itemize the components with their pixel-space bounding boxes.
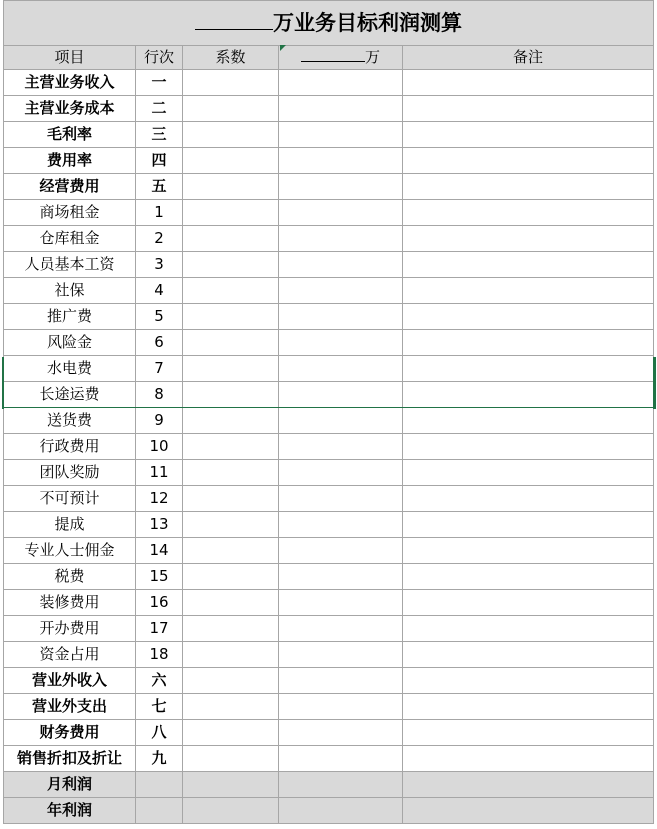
coef-cell[interactable] (183, 746, 279, 772)
table-row (4, 226, 654, 252)
row-item-cell[interactable]: 主营业务成本 (4, 96, 136, 122)
row-item-cell[interactable]: 提成 (4, 512, 136, 538)
row-number-cell[interactable]: 八 (136, 720, 183, 746)
row-item-cell[interactable]: 销售折扣及折让 (4, 746, 136, 772)
footer-amount-cell[interactable] (279, 798, 403, 824)
table-row (4, 564, 654, 590)
amount-cell[interactable] (279, 590, 403, 616)
footer-row-number-cell[interactable] (136, 798, 183, 824)
row-number-cell[interactable]: 四 (136, 148, 183, 174)
header-note[interactable]: 备注 (403, 46, 654, 70)
row-number-cell[interactable]: 4 (136, 278, 183, 304)
row-number-cell[interactable]: 10 (136, 434, 183, 460)
amount-cell[interactable] (279, 96, 403, 122)
note-cell[interactable] (403, 434, 654, 460)
amount-cell[interactable] (279, 122, 403, 148)
row-number-cell[interactable]: 5 (136, 304, 183, 330)
row-number-cell[interactable]: 15 (136, 564, 183, 590)
table-row (4, 460, 654, 486)
row-item-cell[interactable]: 推广费 (4, 304, 136, 330)
note-cell[interactable] (403, 226, 654, 252)
footer-item-cell[interactable]: 年利润 (4, 798, 136, 824)
note-cell[interactable] (403, 720, 654, 746)
note-cell[interactable] (403, 590, 654, 616)
row-item-cell[interactable]: 社保 (4, 278, 136, 304)
table-row (4, 278, 654, 304)
coef-cell[interactable] (183, 564, 279, 590)
table-row (4, 330, 654, 356)
row-number-cell[interactable]: 七 (136, 694, 183, 720)
table-row (4, 720, 654, 746)
coef-cell[interactable] (183, 538, 279, 564)
table-row (4, 356, 654, 382)
header-item[interactable]: 项目 (4, 46, 136, 70)
amount-cell[interactable] (279, 746, 403, 772)
amount-cell[interactable] (279, 200, 403, 226)
coef-cell[interactable] (183, 330, 279, 356)
coef-cell[interactable] (183, 642, 279, 668)
row-item-cell[interactable]: 财务费用 (4, 720, 136, 746)
coef-cell[interactable] (183, 668, 279, 694)
row-number-cell[interactable]: 12 (136, 486, 183, 512)
sheet-body (4, 1, 654, 824)
coef-cell[interactable] (183, 122, 279, 148)
table-row (4, 304, 654, 330)
coef-cell[interactable] (183, 382, 279, 408)
footer-coef-cell[interactable] (183, 772, 279, 798)
note-cell[interactable] (403, 746, 654, 772)
row-number-cell[interactable]: 九 (136, 746, 183, 772)
table-row (4, 642, 654, 668)
row-item-cell[interactable]: 行政费用 (4, 434, 136, 460)
row-item-cell[interactable]: 长途运费 (4, 382, 136, 408)
coef-cell[interactable] (183, 304, 279, 330)
note-cell[interactable] (403, 356, 654, 382)
row-item-cell[interactable]: 仓库租金 (4, 226, 136, 252)
row-number-cell[interactable]: 11 (136, 460, 183, 486)
selection-edge-left (2, 357, 4, 409)
row-number-cell[interactable]: 五 (136, 174, 183, 200)
table-row (4, 538, 654, 564)
header-amount-unit: 万 (364, 48, 380, 66)
amount-cell[interactable] (279, 642, 403, 668)
table-row (4, 70, 654, 96)
coef-cell[interactable] (183, 226, 279, 252)
coef-cell[interactable] (183, 96, 279, 122)
table-row (4, 408, 654, 434)
table-row (4, 200, 654, 226)
row-item-cell[interactable]: 主营业务收入 (4, 70, 136, 96)
coef-cell[interactable] (183, 616, 279, 642)
row-item-cell[interactable]: 装修费用 (4, 590, 136, 616)
note-cell[interactable] (403, 642, 654, 668)
row-item-cell[interactable]: 开办费用 (4, 616, 136, 642)
amount-cell[interactable] (279, 486, 403, 512)
row-item-cell[interactable]: 资金占用 (4, 642, 136, 668)
footer-row (4, 772, 654, 798)
row-item-cell[interactable]: 营业外支出 (4, 694, 136, 720)
row-number-cell[interactable]: 16 (136, 590, 183, 616)
row-item-cell[interactable]: 专业人士佣金 (4, 538, 136, 564)
coef-cell[interactable] (183, 278, 279, 304)
amount-cell[interactable] (279, 694, 403, 720)
amount-cell[interactable] (279, 408, 403, 434)
row-item-cell[interactable]: 经营费用 (4, 174, 136, 200)
row-number-cell[interactable]: 14 (136, 538, 183, 564)
note-cell[interactable] (403, 122, 654, 148)
row-item-cell[interactable]: 水电费 (4, 356, 136, 382)
row-item-cell[interactable]: 风险金 (4, 330, 136, 356)
sheet-title: 万业务目标利润测算 (273, 11, 463, 35)
coef-cell[interactable] (183, 200, 279, 226)
table-row (4, 122, 654, 148)
header-amount[interactable] (279, 46, 403, 70)
amount-cell[interactable] (279, 668, 403, 694)
note-cell[interactable] (403, 330, 654, 356)
note-cell[interactable] (403, 408, 654, 434)
amount-cell[interactable] (279, 512, 403, 538)
row-number-cell[interactable]: 8 (136, 382, 183, 408)
row-item-cell[interactable]: 营业外收入 (4, 668, 136, 694)
selection-edge-right (653, 357, 656, 409)
footer-row (4, 798, 654, 824)
amount-cell[interactable] (279, 304, 403, 330)
coef-cell[interactable] (183, 148, 279, 174)
note-cell[interactable] (403, 460, 654, 486)
table-row (4, 746, 654, 772)
table-row (4, 486, 654, 512)
row-number-cell[interactable]: 9 (136, 408, 183, 434)
table-row (4, 382, 654, 408)
amount-cell[interactable] (279, 70, 403, 96)
row-number-cell[interactable]: 6 (136, 330, 183, 356)
note-cell[interactable] (403, 148, 654, 174)
row-number-cell[interactable]: 7 (136, 356, 183, 382)
note-cell[interactable] (403, 512, 654, 538)
amount-cell[interactable] (279, 434, 403, 460)
note-cell[interactable] (403, 616, 654, 642)
coef-cell[interactable] (183, 174, 279, 200)
spreadsheet-grid (3, 0, 654, 824)
amount-cell[interactable] (279, 252, 403, 278)
coef-cell[interactable] (183, 460, 279, 486)
note-cell[interactable] (403, 174, 654, 200)
row-number-cell[interactable]: 六 (136, 668, 183, 694)
note-cell[interactable] (403, 382, 654, 408)
row-item-cell[interactable]: 税费 (4, 564, 136, 590)
amount-cell[interactable] (279, 616, 403, 642)
note-cell[interactable] (403, 564, 654, 590)
row-number-cell[interactable]: 1 (136, 200, 183, 226)
note-cell[interactable] (403, 70, 654, 96)
note-cell[interactable] (403, 304, 654, 330)
note-cell[interactable] (403, 694, 654, 720)
row-number-cell[interactable]: 13 (136, 512, 183, 538)
footer-row-number-cell[interactable] (136, 772, 183, 798)
cell-comment-marker (280, 45, 286, 51)
note-cell[interactable] (403, 538, 654, 564)
coef-cell[interactable] (183, 694, 279, 720)
table-row (4, 616, 654, 642)
coef-cell[interactable] (183, 252, 279, 278)
header-row-no[interactable]: 行次 (136, 46, 183, 70)
table-row (4, 252, 654, 278)
row-number-cell[interactable]: 二 (136, 96, 183, 122)
row-item-cell[interactable]: 毛利率 (4, 122, 136, 148)
title-cell[interactable] (4, 1, 654, 46)
amount-cell[interactable] (279, 460, 403, 486)
row-number-cell[interactable]: 17 (136, 616, 183, 642)
coef-cell[interactable] (183, 720, 279, 746)
row-item-cell[interactable]: 不可预计 (4, 486, 136, 512)
amount-cell[interactable] (279, 278, 403, 304)
row-item-cell[interactable]: 送货费 (4, 408, 136, 434)
table-row (4, 512, 654, 538)
footer-amount-cell[interactable] (279, 772, 403, 798)
note-cell[interactable] (403, 252, 654, 278)
table-row (4, 148, 654, 174)
table-row (4, 668, 654, 694)
amount-cell[interactable] (279, 174, 403, 200)
row-number-cell[interactable]: 2 (136, 226, 183, 252)
row-item-cell[interactable]: 人员基本工资 (4, 252, 136, 278)
row-number-cell[interactable]: 三 (136, 122, 183, 148)
coef-cell[interactable] (183, 590, 279, 616)
row-number-cell[interactable]: 18 (136, 642, 183, 668)
row-item-cell[interactable]: 商场租金 (4, 200, 136, 226)
table-row (4, 174, 654, 200)
table-row (4, 590, 654, 616)
amount-blank-underline (301, 47, 365, 62)
footer-coef-cell[interactable] (183, 798, 279, 824)
coef-cell[interactable] (183, 486, 279, 512)
title-blank-underline (195, 9, 273, 30)
row-item-cell[interactable]: 团队奖励 (4, 460, 136, 486)
note-cell[interactable] (403, 200, 654, 226)
note-cell[interactable] (403, 668, 654, 694)
footer-note-cell[interactable] (403, 772, 654, 798)
footer-note-cell[interactable] (403, 798, 654, 824)
amount-cell[interactable] (279, 382, 403, 408)
coef-cell[interactable] (183, 408, 279, 434)
row-item-cell[interactable]: 费用率 (4, 148, 136, 174)
header-coef[interactable]: 系数 (183, 46, 279, 70)
coef-cell[interactable] (183, 70, 279, 96)
amount-cell[interactable] (279, 148, 403, 174)
amount-cell[interactable] (279, 538, 403, 564)
amount-cell[interactable] (279, 330, 403, 356)
row-number-cell[interactable]: 3 (136, 252, 183, 278)
title-row (4, 1, 654, 46)
coef-cell[interactable] (183, 356, 279, 382)
note-cell[interactable] (403, 96, 654, 122)
coef-cell[interactable] (183, 434, 279, 460)
table-row (4, 434, 654, 460)
table-row (4, 694, 654, 720)
amount-cell[interactable] (279, 720, 403, 746)
note-cell[interactable] (403, 486, 654, 512)
amount-cell[interactable] (279, 226, 403, 252)
coef-cell[interactable] (183, 512, 279, 538)
table-row (4, 96, 654, 122)
note-cell[interactable] (403, 278, 654, 304)
row-number-cell[interactable]: 一 (136, 70, 183, 96)
footer-item-cell[interactable]: 月利润 (4, 772, 136, 798)
amount-cell[interactable] (279, 564, 403, 590)
header-row (4, 46, 654, 70)
amount-cell[interactable] (279, 356, 403, 382)
